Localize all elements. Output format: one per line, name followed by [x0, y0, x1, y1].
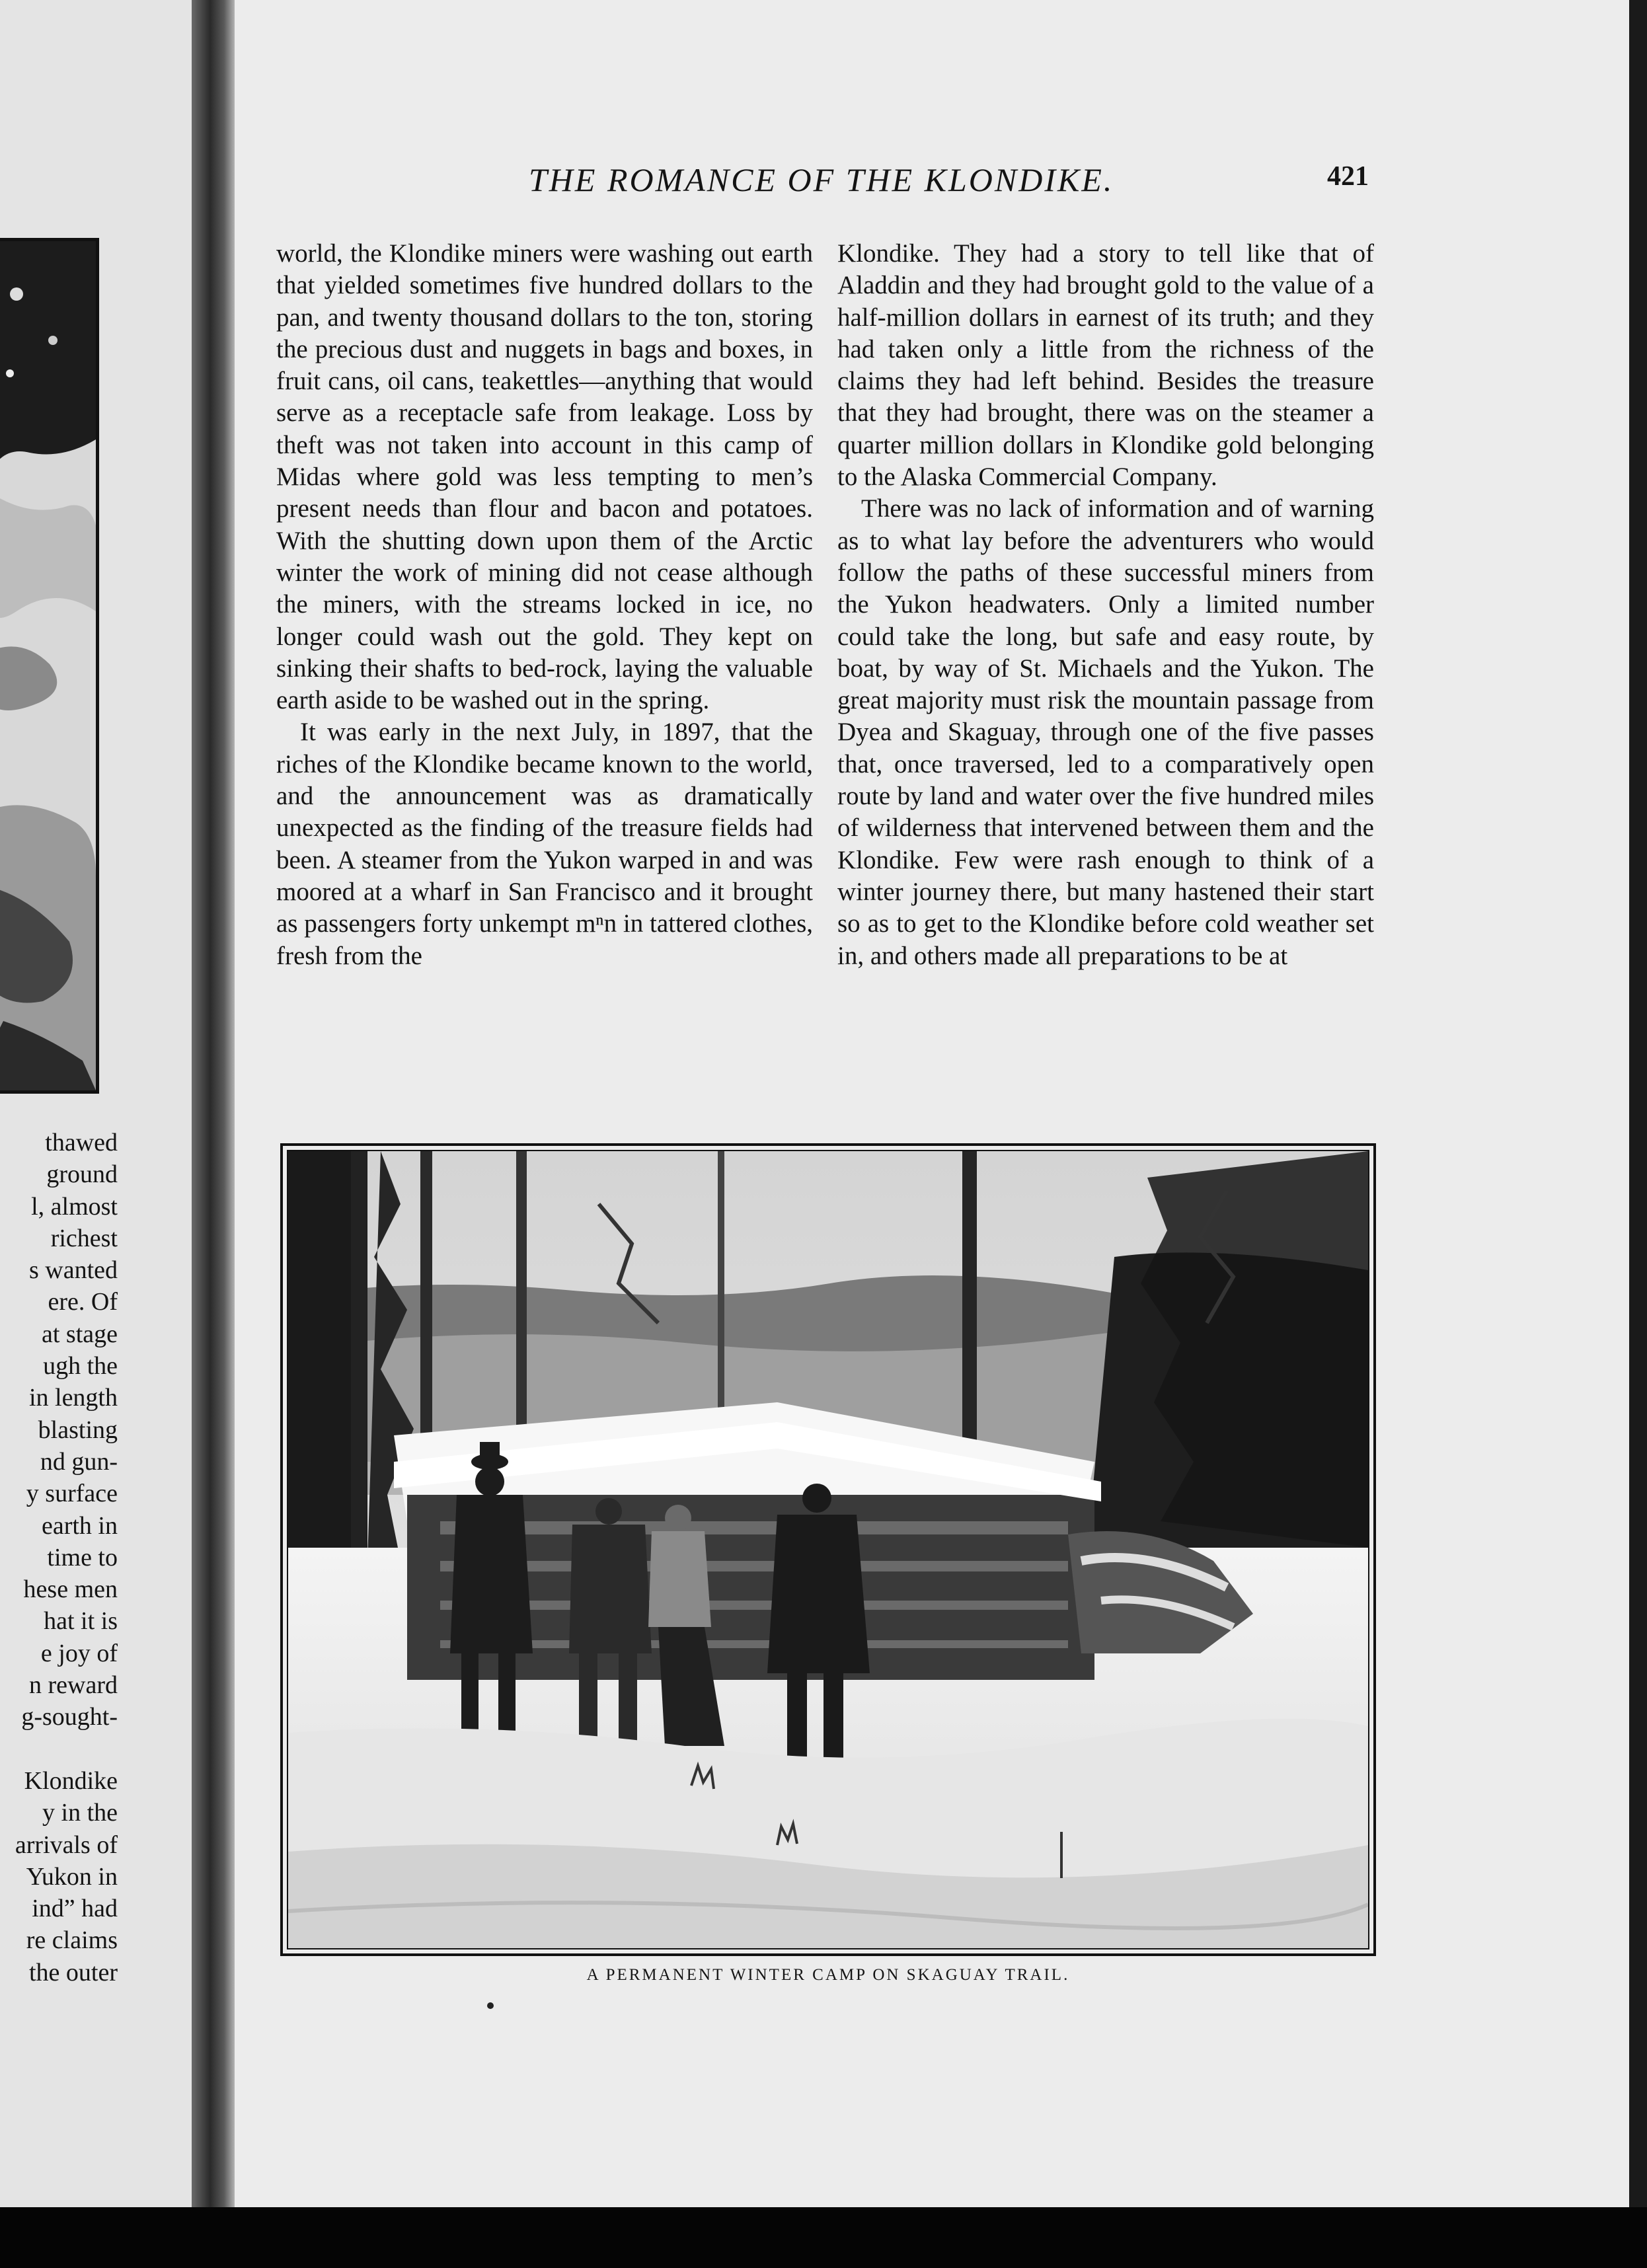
winter-camp-image [287, 1150, 1369, 1949]
left-fragment-line: ind” had [32, 1895, 118, 1923]
page-edge-shadow [1629, 0, 1647, 2207]
left-fragment-line: re claims [26, 1926, 118, 1955]
left-fragment-line: y in the [42, 1799, 118, 1827]
left-fragment-line: l, almost [31, 1192, 118, 1221]
left-fragment-line: s wanted [28, 1256, 118, 1285]
figure-caption: A PERMANENT WINTER CAMP ON SKAGUAY TRAIL. [586, 1966, 1070, 1984]
left-fragment-line: ere. Of [48, 1288, 118, 1316]
left-fragment-line: y surface [26, 1480, 118, 1508]
left-fragment-line: e joy of [40, 1639, 118, 1667]
left-fragment-line: hese men [23, 1575, 118, 1604]
left-fragment-line: richest [50, 1224, 118, 1252]
page-number: 421 [1327, 161, 1369, 192]
left-fragment-line: earth in [41, 1511, 118, 1540]
left-fragment-line: hat it is [44, 1607, 118, 1636]
left-page-photo-fragment [0, 238, 99, 1094]
left-photo-image [0, 241, 96, 1090]
left-fragment-line: Klondike [24, 1766, 118, 1795]
left-fragment-line: in length [28, 1384, 118, 1412]
running-head: THE ROMANCE OF THE KLONDIKE. [529, 161, 1114, 198]
left-fragment-line: ground [46, 1160, 118, 1189]
left-fragment-line: n reward [29, 1671, 118, 1700]
left-fragment-line: ugh the [43, 1352, 118, 1380]
book-gutter [192, 0, 238, 2207]
left-fragment-line: time to [47, 1543, 118, 1571]
left-page [0, 0, 198, 2207]
left-fragment-line: arrivals of [15, 1831, 118, 1859]
left-fragment-line: thawed [45, 1129, 118, 1156]
left-page-text-fragment [0, 1127, 118, 1988]
paragraph: Klondike. They had a story to tell like that of Aladdin and they had brought gold to the value of a half-million dollars in earnest of its truth; and they had taken only a little from the richness of the claims they had left behind. Besides the treasure that they had brought, there was on the steamer a quarter million dollars in Klondike gold belonging to the Alaska Commercial Company. [837, 239, 1374, 492]
left-fragment-line: Yukon in [26, 1862, 118, 1891]
ink-speck [487, 2002, 494, 2009]
left-fragment-line: g-sought- [21, 1703, 118, 1731]
scan-bottom-border [0, 2207, 1647, 2268]
paragraph: world, the Klondike miners were washing out earth that yielded sometimes five hundred dollars to the pan, and twenty thousand dollars to the ton, storing the precious dust and nuggets in bags and boxes, in fruit cans, oil cans, teakettles—anything that would serve as a receptacle safe from leakage. Loss by theft was not taken into account in this camp of Midas where gold was less tempting to men’s present needs than flour and bacon and potatoes. With the shutting down upon them of the Arctic winter the work of mining did not cease although the miners, with the streams locked in ice, no longer could wash out the gold. They kept on sinking their shafts to bed-rock, laying the valuable earth aside to be washed out in the spring. [276, 239, 813, 715]
left-fragment-line: blasting [38, 1416, 118, 1444]
paragraph: There was no lack of information and of warning as to what lay before the adventurers who would follow the paths of these successful miners from the Yukon headwaters. Only a limited number could take the long, but safe and easy route, by boat, by way of St. Michaels and the Yukon. The great majority must risk the mountain passage from Dyea and Skaguay, through one of the five passes that, once traversed, led to a comparatively open route by land and water over the five hundred miles of wilderness that intervened between them and the Klondike. Few were rash enough to think of a winter journey there, but many hastened their start so as to get to the Klondike before cold weather set in, and others made all preparations to be at [837, 494, 1374, 970]
text-column-left [276, 238, 813, 972]
left-fragment-line: nd gun- [40, 1447, 118, 1476]
left-fragment-line: at stage [41, 1320, 118, 1348]
left-fragment-line [0, 1733, 118, 1765]
paragraph: It was early in the next July, in 1897, that the riches of the Klondike became known to the world, and the announcement was as dramatically unexpected as the finding of the treasure fields had been. A steamer from the Yukon warped in and was moored at a wharf in San Francisco and it brought as passengers forty unkempt mⁿn in tattered clothes, fresh from the [276, 718, 813, 970]
left-fragment-line: the outer [28, 1958, 118, 1986]
winter-camp-photograph [280, 1143, 1376, 1956]
text-column-right [837, 238, 1374, 972]
